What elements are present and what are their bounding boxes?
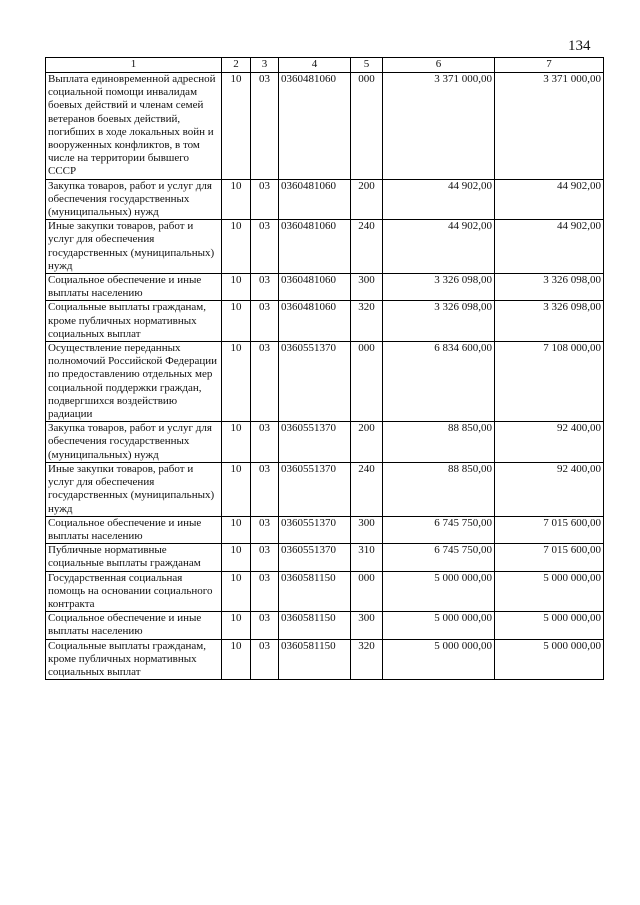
row-subsection: 03 xyxy=(251,179,279,220)
row-amount-col7: 3 326 098,00 xyxy=(495,301,604,342)
row-section: 10 xyxy=(222,544,251,571)
row-expense-type: 000 xyxy=(351,73,383,180)
page-number: 134 xyxy=(568,38,591,54)
row-amount-col6: 88 850,00 xyxy=(383,462,495,516)
row-amount-col6: 6 745 750,00 xyxy=(383,544,495,571)
table-row xyxy=(46,516,604,543)
row-section: 10 xyxy=(222,571,251,612)
row-section: 10 xyxy=(222,462,251,516)
row-target-code: 0360551370 xyxy=(279,462,351,516)
row-name: Закупка товаров, работ и услуг для обеспечения государственных (муниципальных) нужд xyxy=(46,179,222,220)
row-target-code: 0360481060 xyxy=(279,73,351,180)
table-row xyxy=(46,342,604,422)
row-subsection: 03 xyxy=(251,422,279,463)
row-expense-type: 310 xyxy=(351,544,383,571)
row-amount-col7: 7 015 600,00 xyxy=(495,516,604,543)
row-section: 10 xyxy=(222,220,251,274)
row-expense-type: 240 xyxy=(351,462,383,516)
row-section: 10 xyxy=(222,639,251,680)
row-subsection: 03 xyxy=(251,516,279,543)
table-row xyxy=(46,571,604,612)
table-row xyxy=(46,274,604,301)
row-expense-type: 200 xyxy=(351,422,383,463)
row-target-code: 0360481060 xyxy=(279,274,351,301)
row-target-code: 0360581150 xyxy=(279,612,351,639)
table-row xyxy=(46,73,604,180)
row-expense-type: 320 xyxy=(351,301,383,342)
row-amount-col6: 3 326 098,00 xyxy=(383,301,495,342)
row-section: 10 xyxy=(222,422,251,463)
row-amount-col7: 5 000 000,00 xyxy=(495,571,604,612)
row-amount-col7: 44 902,00 xyxy=(495,220,604,274)
row-expense-type: 000 xyxy=(351,342,383,422)
row-amount-col7: 3 371 000,00 xyxy=(495,73,604,180)
row-name: Иные закупки товаров, работ и услуг для обеспечения государственных (муниципальных) нужд xyxy=(46,462,222,516)
row-expense-type: 320 xyxy=(351,639,383,680)
row-subsection: 03 xyxy=(251,612,279,639)
row-section: 10 xyxy=(222,179,251,220)
row-amount-col6: 44 902,00 xyxy=(383,179,495,220)
row-section: 10 xyxy=(222,73,251,180)
row-target-code: 0360581150 xyxy=(279,639,351,680)
row-name: Публичные нормативные социальные выплаты гражданам xyxy=(46,544,222,571)
header-col-2: 2 xyxy=(222,58,251,73)
row-expense-type: 300 xyxy=(351,274,383,301)
header-col-7: 7 xyxy=(495,58,604,73)
row-target-code: 0360551370 xyxy=(279,544,351,571)
row-target-code: 0360551370 xyxy=(279,422,351,463)
row-amount-col7: 3 326 098,00 xyxy=(495,274,604,301)
row-amount-col6: 6 834 600,00 xyxy=(383,342,495,422)
row-amount-col6: 88 850,00 xyxy=(383,422,495,463)
row-amount-col7: 7 015 600,00 xyxy=(495,544,604,571)
row-section: 10 xyxy=(222,516,251,543)
row-subsection: 03 xyxy=(251,73,279,180)
table-row xyxy=(46,220,604,274)
table-row xyxy=(46,612,604,639)
row-section: 10 xyxy=(222,301,251,342)
row-target-code: 0360551370 xyxy=(279,342,351,422)
row-name: Закупка товаров, работ и услуг для обеспечения государственных (муниципальных) нужд xyxy=(46,422,222,463)
table-row xyxy=(46,301,604,342)
row-amount-col6: 6 745 750,00 xyxy=(383,516,495,543)
row-amount-col7: 92 400,00 xyxy=(495,462,604,516)
row-amount-col7: 92 400,00 xyxy=(495,422,604,463)
table-row xyxy=(46,422,604,463)
row-expense-type: 000 xyxy=(351,571,383,612)
row-name: Иные закупки товаров, работ и услуг для обеспечения государственных (муниципальных) нужд xyxy=(46,220,222,274)
header-col-4: 4 xyxy=(279,58,351,73)
row-target-code: 0360481060 xyxy=(279,179,351,220)
row-amount-col6: 3 326 098,00 xyxy=(383,274,495,301)
table-header-row xyxy=(46,58,604,73)
header-col-1: 1 xyxy=(46,58,222,73)
row-amount-col6: 3 371 000,00 xyxy=(383,73,495,180)
row-subsection: 03 xyxy=(251,301,279,342)
row-section: 10 xyxy=(222,342,251,422)
row-target-code: 0360481060 xyxy=(279,301,351,342)
row-target-code: 0360551370 xyxy=(279,516,351,543)
row-amount-col6: 5 000 000,00 xyxy=(383,612,495,639)
row-name: Социальное обеспечение и иные выплаты населению xyxy=(46,274,222,301)
table-row xyxy=(46,462,604,516)
row-subsection: 03 xyxy=(251,220,279,274)
row-target-code: 0360581150 xyxy=(279,571,351,612)
header-col-5: 5 xyxy=(351,58,383,73)
table-row xyxy=(46,179,604,220)
row-name: Социальные выплаты гражданам, кроме публичных нормативных социальных выплат xyxy=(46,639,222,680)
header-col-6: 6 xyxy=(383,58,495,73)
row-amount-col7: 5 000 000,00 xyxy=(495,612,604,639)
table-row xyxy=(46,544,604,571)
row-name: Осуществление переданных полномочий Российской Федерации по предоставлению отдельных мер социальной поддержки граждан, подвергшихся воздействию радиации xyxy=(46,342,222,422)
row-subsection: 03 xyxy=(251,462,279,516)
row-expense-type: 200 xyxy=(351,179,383,220)
row-name: Социальное обеспечение и иные выплаты населению xyxy=(46,612,222,639)
row-amount-col6: 5 000 000,00 xyxy=(383,571,495,612)
row-expense-type: 300 xyxy=(351,516,383,543)
row-amount-col7: 7 108 000,00 xyxy=(495,342,604,422)
row-section: 10 xyxy=(222,612,251,639)
row-amount-col6: 44 902,00 xyxy=(383,220,495,274)
row-name: Социальное обеспечение и иные выплаты населению xyxy=(46,516,222,543)
row-subsection: 03 xyxy=(251,342,279,422)
row-expense-type: 300 xyxy=(351,612,383,639)
budget-table xyxy=(45,57,604,680)
row-name: Выплата единовременной адресной социальной помощи инвалидам боевых действий и членам семей ветеранов боевых действий, погибших в ходе локальных войн и вооруженных конфликтов, в том числе на территории бывшего СССР xyxy=(46,73,222,180)
table-row xyxy=(46,639,604,680)
row-amount-col7: 44 902,00 xyxy=(495,179,604,220)
row-subsection: 03 xyxy=(251,639,279,680)
row-amount-col6: 5 000 000,00 xyxy=(383,639,495,680)
row-section: 10 xyxy=(222,274,251,301)
row-name: Социальные выплаты гражданам, кроме публичных нормативных социальных выплат xyxy=(46,301,222,342)
row-expense-type: 240 xyxy=(351,220,383,274)
row-target-code: 0360481060 xyxy=(279,220,351,274)
row-amount-col7: 5 000 000,00 xyxy=(495,639,604,680)
header-col-3: 3 xyxy=(251,58,279,73)
row-subsection: 03 xyxy=(251,571,279,612)
row-subsection: 03 xyxy=(251,544,279,571)
row-name: Государственная социальная помощь на основании социального контракта xyxy=(46,571,222,612)
row-subsection: 03 xyxy=(251,274,279,301)
